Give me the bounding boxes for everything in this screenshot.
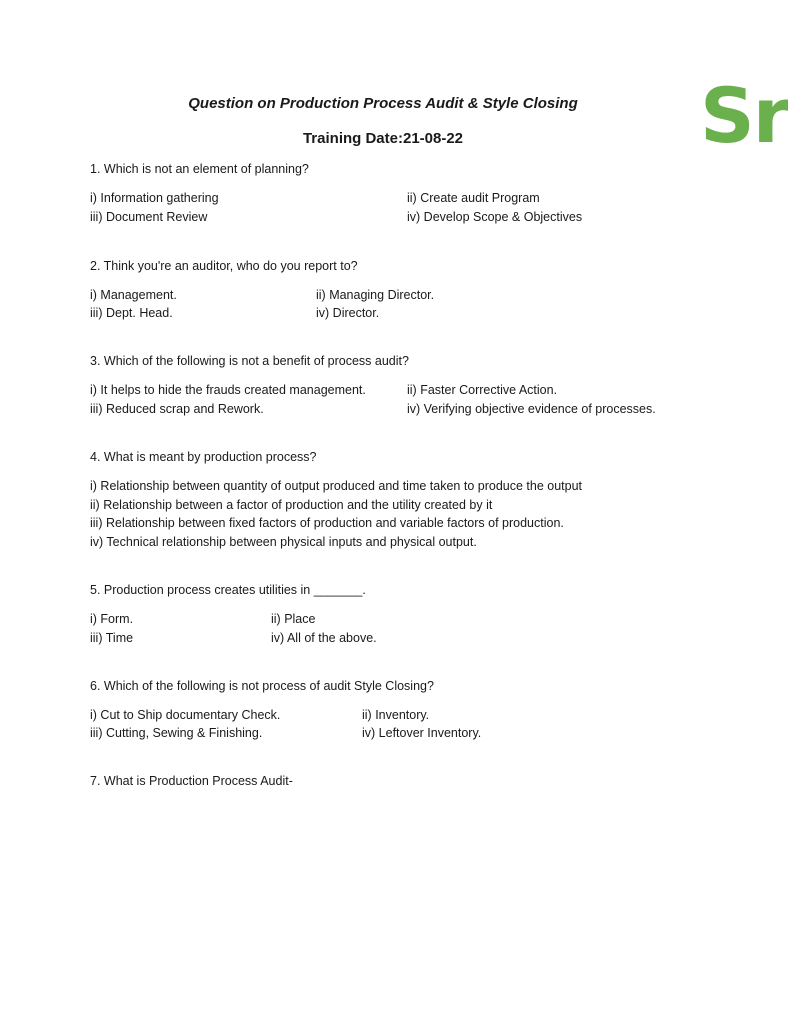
q3-option-ii: ii) Faster Corrective Action. — [407, 383, 558, 397]
question-1: 1. Which is not an element of planning? — [90, 162, 309, 176]
question-3: 3. Which of the following is not a benefit of process audit? — [90, 354, 409, 368]
q3-option-iv: iv) Verifying objective evidence of processes. — [407, 402, 656, 416]
q4-option-iii: iii) Relationship between fixed factors of production and variable factors of production. — [90, 516, 564, 530]
q5-option-i: i) Form. — [90, 612, 134, 626]
question-2: 2. Think you're an auditor, who do you report to? — [90, 259, 358, 273]
question-7: 7. What is Production Process Audit- — [90, 774, 293, 788]
question-5: 5. Production process creates utilities in _______. — [90, 583, 366, 597]
q5-option-iv: iv) All of the above. — [271, 631, 377, 645]
question-4: 4. What is meant by production process? — [90, 450, 317, 464]
q3-option-i: i) It helps to hide the frauds created management. — [90, 383, 366, 397]
q6-option-iv: iv) Leftover Inventory. — [362, 726, 482, 740]
q4-option-ii: ii) Relationship between a factor of production and the utility created by it — [90, 498, 493, 512]
q5-option-ii: ii) Place — [271, 612, 316, 626]
q1-option-iii: iii) Document Review — [90, 210, 208, 224]
q6-option-ii: ii) Inventory. — [362, 708, 430, 722]
question-6: 6. Which of the following is not process of audit Style Closing? — [90, 679, 434, 693]
q1-option-iv: iv) Develop Scope & Objectives — [407, 210, 583, 224]
brand-logo-fragment: Sr — [700, 71, 788, 160]
q2-option-iii: iii) Dept. Head. — [90, 306, 173, 320]
q6-option-i: i) Cut to Ship documentary Check. — [90, 708, 281, 722]
q5-option-iii: iii) Time — [90, 631, 134, 645]
q1-option-ii: ii) Create audit Program — [407, 191, 540, 205]
q2-option-iv: iv) Director. — [316, 306, 380, 320]
q6-option-iii: iii) Cutting, Sewing & Finishing. — [90, 726, 263, 740]
q1-option-i: i) Information gathering — [90, 191, 219, 205]
q4-option-i: i) Relationship between quantity of output produced and time taken to produce the output — [90, 479, 582, 493]
q3-option-iii: iii) Reduced scrap and Rework. — [90, 402, 264, 416]
q2-option-i: i) Management. — [90, 288, 177, 302]
q4-option-iv: iv) Technical relationship between physical inputs and physical output. — [90, 535, 477, 549]
q2-option-ii: ii) Managing Director. — [316, 288, 435, 302]
training-date: Training Date:21-08-22 — [302, 130, 464, 147]
document-title: Question on Production Process Audit & Style Closing — [188, 95, 578, 112]
